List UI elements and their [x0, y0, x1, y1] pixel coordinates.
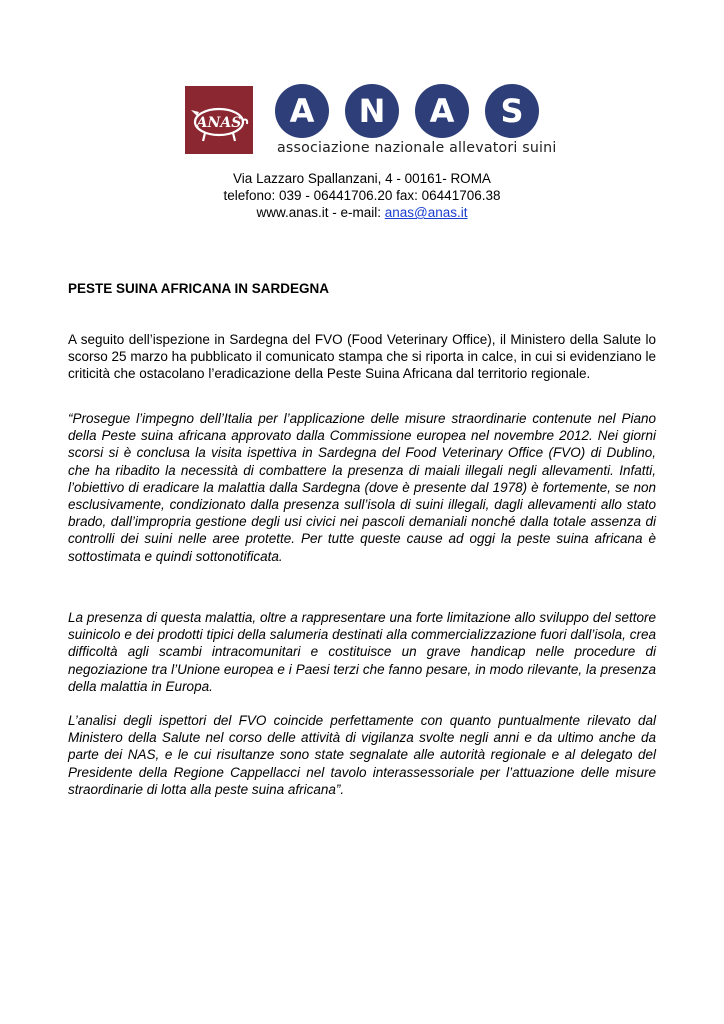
email-link[interactable]: anas@anas.it [384, 205, 468, 220]
anas-logo [185, 84, 557, 158]
document-title: PESTE SUINA AFRICANA IN SARDEGNA [68, 281, 330, 296]
quote-paragraph-1 [68, 410, 656, 565]
quote-paragraph-2 [68, 609, 656, 695]
logo-letter-a2: A [415, 84, 469, 138]
intro-paragraph [68, 331, 656, 383]
quote-text-1: “Prosegue l’impegno dell’Italia per l’applicazione delle misure straordinarie contenute nel Piano della Peste suina africana approvato dalla Commissione europea nel novembre 2012. Nei giorni scorsi si è conclusa la visita ispettiva in Sardegna del Food Veterinary Office (FVO) di Dublino, che ha ribadito la necessità di combattere la presenza di maiali illegali negli allevamenti. Infatti, l’obiettivo di eradicare la malattia dalla Sardegna (dove è presente dal 1978) è fortemente, se non esclusivamente, condizionato dalla presenza sull’isola di suini illegali, dagli allevamenti allo stato brado, dall’impropria gestione degli usi civici nei pascoli demaniali nonché dalla totale assenza di controlli dei suini nelle aree protette. Per tutte queste cause ad oggi la peste suina africana è sottostimata e quindi sottonotificata. [68, 411, 656, 564]
pig-emblem-icon [185, 86, 253, 154]
website-label: www.anas.it - e-mail: [256, 205, 385, 220]
pig-logo-mark [185, 86, 253, 154]
quote-text-2: La presenza di questa malattia, oltre a rappresentare una forte limitazione allo sviluppo del settore suinicolo e dei prodotti tipici della salumeria destinati alla commercializzazione fuori dall’isola, crea difficoltà agli scambi intracomunitari e costituisce un grave handicap nelle procedure di negoziazione tra l’Unione europea e i Paesi terzi che fanno pesare, in modo rilevante, la presenza della malattia in Europa. [68, 610, 656, 694]
contact-address [0, 170, 724, 221]
logo-tagline: associazione nazionale allevatori suini [277, 140, 557, 156]
logo-letter-n: N [345, 84, 399, 138]
logo-square-text: ANAS [196, 115, 242, 131]
quote-paragraph-3 [68, 712, 656, 798]
logo-letter-a1: A [275, 84, 329, 138]
address-line: Via Lazzaro Spallanzani, 4 - 00161- ROMA [233, 171, 491, 186]
intro-text: A seguito dell’ispezione in Sardegna del FVO (Food Veterinary Office), il Ministero della Salute lo scorso 25 marzo ha pubblicato il comunicato stampa che si riporta in calce, in cui si evidenziano le criticità che ostacolano l’eradicazione della Peste Suina Africana dal territorio regionale. [68, 332, 656, 382]
phone-fax-line: telefono: 039 - 06441706.20 fax: 06441706.38 [223, 188, 501, 203]
logo-letter-s: S [485, 84, 539, 138]
web-email-line [0, 204, 724, 221]
quote-text-3: L’analisi degli ispettori del FVO coincide perfettamente con quanto puntualmente rilevato dal Ministero della Salute nel corso delle attività di vigilanza svolte negli anni e da ultimo anche da parte dei NAS, e le cui risultanze sono state segnalate alle autorità regionale e al delegato del Presidente della Regione Cappellacci nel tavolo interassessoriale per l’attuazione delle misure straordinarie di lotta alla peste suina africana”. [68, 713, 656, 797]
